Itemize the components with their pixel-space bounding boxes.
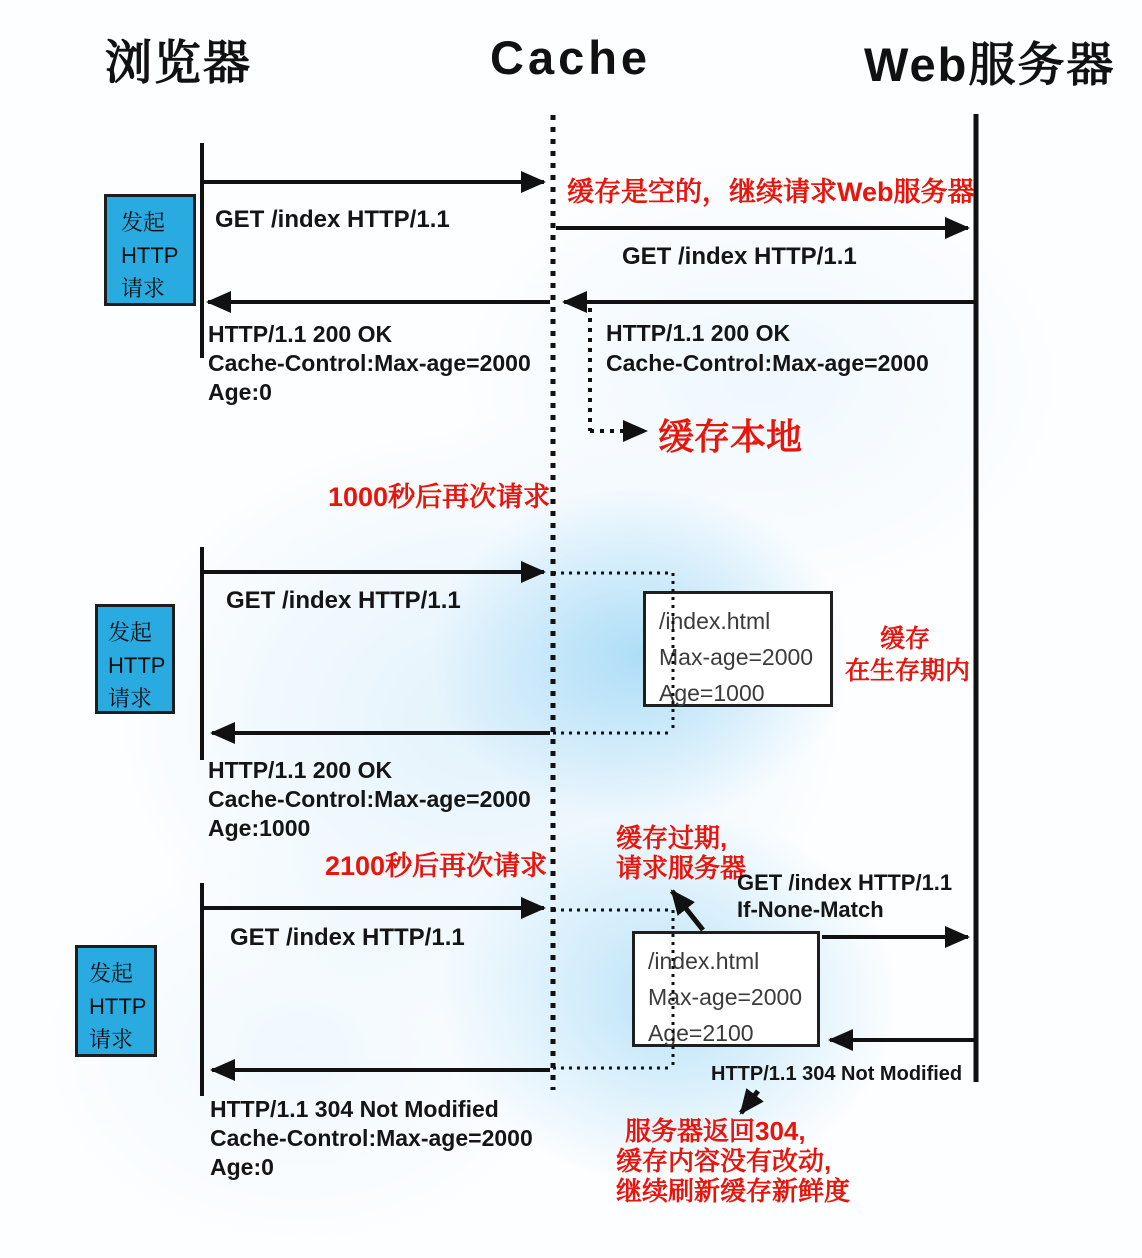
note-line: 服务器返回304,: [625, 1116, 806, 1146]
note-line: 缓存: [879, 625, 930, 653]
cache-entry-age: Age=2100: [648, 1020, 754, 1046]
initiate-request-text: HTTP: [89, 994, 147, 1019]
response-line: Cache-Control:Max-age=2000: [208, 786, 531, 812]
note-line: 继续刷新缓存新鲜度: [616, 1176, 851, 1206]
forward-request-label-3: [737, 869, 952, 923]
request-line: GET /index HTTP/1.1: [737, 870, 953, 895]
initiate-request-text: 请求: [89, 1027, 134, 1052]
note-line: 缓存内容没有改动,: [616, 1146, 832, 1176]
response-line: HTTP/1.1 304 Not Modified: [210, 1096, 499, 1122]
response-line: HTTP/1.1 200 OK: [208, 757, 393, 783]
initiate-request-text: 发起: [89, 961, 134, 986]
cache-entry-box-fresh: [643, 591, 833, 707]
note-cache-fresh: [845, 623, 971, 687]
note-wait-2100s: 2100秒后再次请求: [325, 851, 548, 881]
browser-response-3: [210, 1095, 533, 1182]
initiate-request-text: HTTP: [108, 653, 166, 678]
response-line: Age:0: [208, 379, 272, 405]
server-response-304-label: HTTP/1.1 304 Not Modified: [711, 1063, 963, 1085]
initiate-request-text: 请求: [108, 686, 153, 711]
note-304-returned: [616, 1116, 850, 1206]
note-wait-1000s: 1000秒后再次请求: [328, 482, 551, 512]
response-line: Age:0: [210, 1154, 274, 1180]
cache-entry-path: /index.html: [659, 608, 771, 634]
column-header-webserver: Web服务器: [864, 38, 1116, 91]
response-line: Age:1000: [208, 815, 311, 841]
request-line: If-None-Match: [737, 897, 884, 922]
note-line: 缓存过期,: [616, 823, 728, 853]
note-line: 在生存期内: [845, 657, 971, 685]
column-header-cache: Cache: [490, 31, 652, 84]
initiate-request-text: 发起: [108, 620, 153, 645]
initiate-request-text: 请求: [121, 276, 166, 301]
column-header-browser: 浏览器: [105, 36, 252, 89]
cache-entry-box-stale: [632, 931, 820, 1047]
initiate-request-box-3: [75, 945, 157, 1057]
response-line: Cache-Control:Max-age=2000: [210, 1125, 533, 1151]
cache-entry-path: /index.html: [648, 948, 760, 974]
response-line: Cache-Control:Max-age=2000: [208, 350, 531, 376]
initiate-request-text: HTTP: [121, 243, 179, 268]
request-label-3: GET /index HTTP/1.1: [230, 924, 465, 951]
browser-response-2: [208, 756, 531, 843]
cache-entry-maxage: Max-age=2000: [659, 644, 814, 670]
response-line: HTTP/1.1 200 OK: [606, 320, 791, 346]
forward-request-label-1: GET /index HTTP/1.1: [622, 243, 857, 270]
arrow-to-304-note: [741, 1091, 758, 1113]
note-line: 请求服务器: [616, 853, 747, 883]
initiate-request-box-1: [104, 194, 196, 306]
cache-local-label: 缓存本地: [658, 416, 803, 457]
arrow-to-expired-note: [672, 891, 703, 930]
server-response-1: [606, 318, 929, 378]
response-line: HTTP/1.1 200 OK: [208, 321, 393, 347]
cache-entry-age: Age=1000: [659, 680, 765, 706]
request-label-1: GET /index HTTP/1.1: [215, 206, 450, 233]
initiate-request-text: 发起: [121, 210, 166, 235]
browser-response-1: [208, 320, 531, 407]
response-line: Cache-Control:Max-age=2000: [606, 350, 929, 376]
note-cache-expired: [616, 823, 746, 883]
initiate-request-box-2: [95, 604, 175, 714]
note-cache-empty: 缓存是空的，继续请求Web服务器: [567, 177, 975, 207]
cache-entry-maxage: Max-age=2000: [648, 984, 803, 1010]
request-label-2: GET /index HTTP/1.1: [226, 587, 461, 614]
